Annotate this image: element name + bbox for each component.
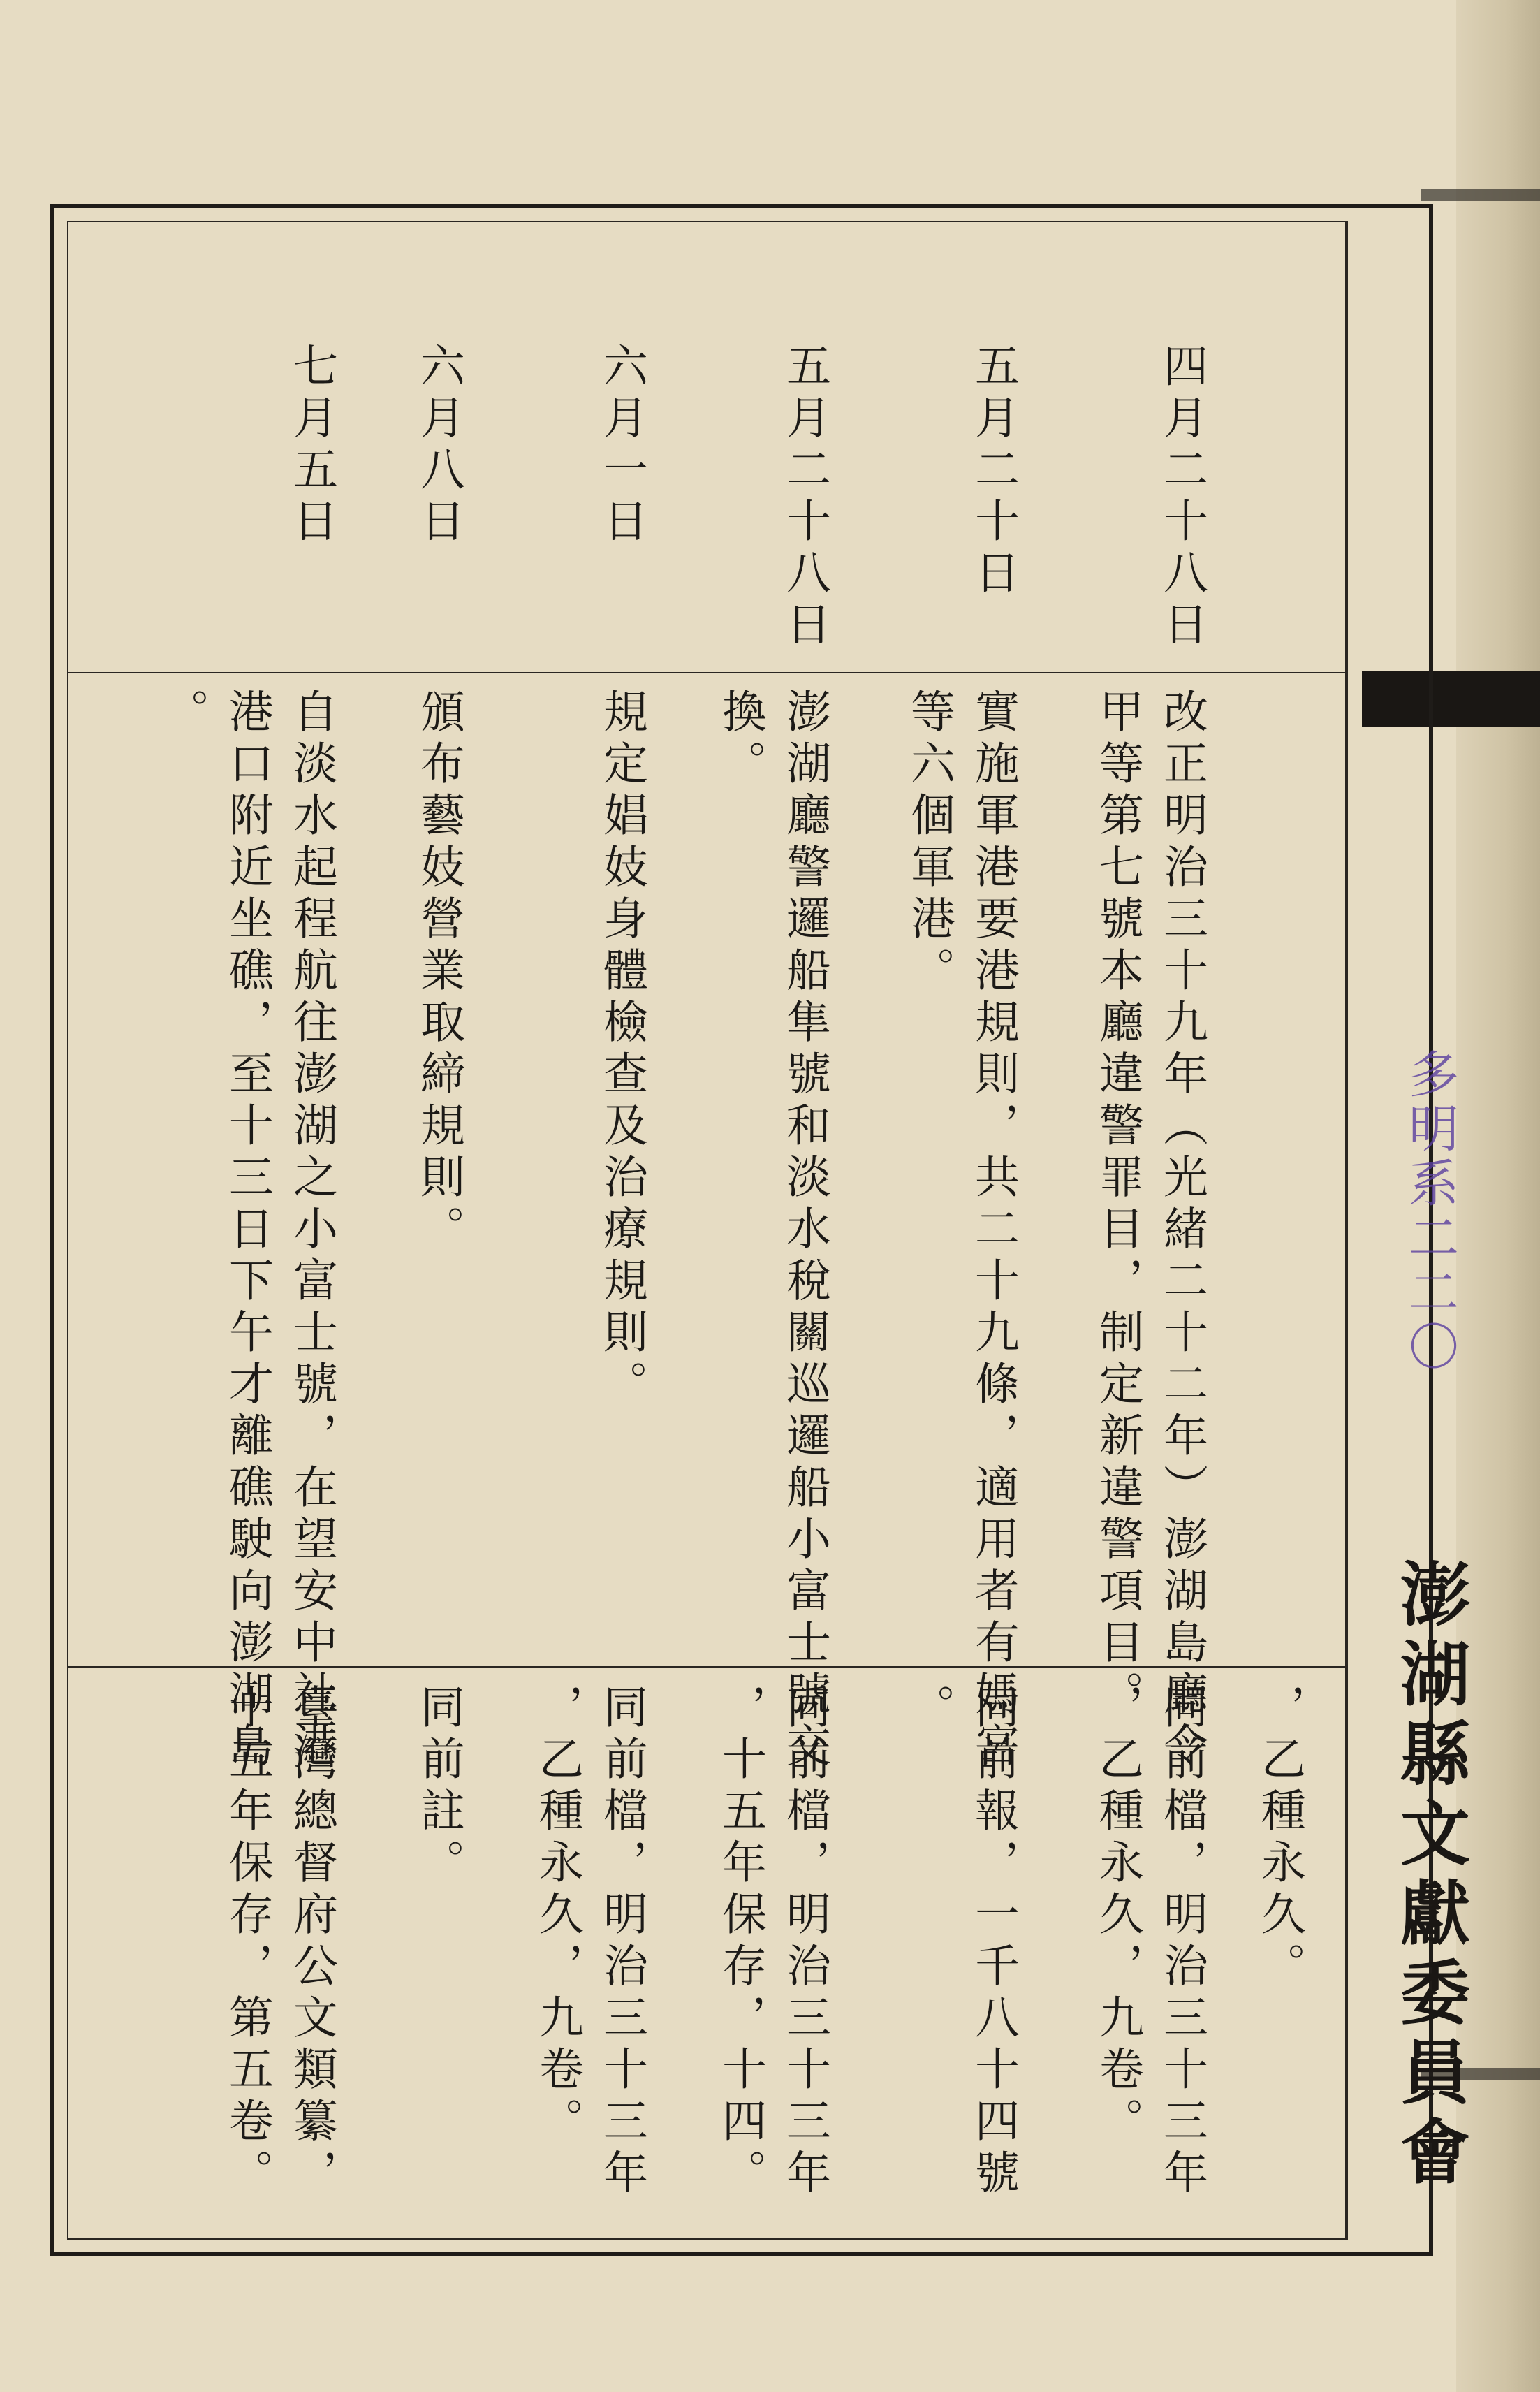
entry-content-line: 實施軍港要港規則，共二十九條，適用者有媽宮 bbox=[967, 688, 1019, 1774]
entry-source-line: ，乙種永久，九卷。 bbox=[531, 1684, 583, 2149]
header-rule bbox=[1347, 221, 1348, 2240]
entry-content-line: 。 bbox=[157, 688, 209, 740]
carryover-source: ，乙種永久。 bbox=[1254, 1684, 1305, 1994]
entry-source-line: 同前檔，明治三十三年 bbox=[1156, 1684, 1208, 2201]
edge-mark bbox=[1421, 189, 1540, 201]
entry-date: 四月二十八日 bbox=[1156, 342, 1208, 652]
entry-source-line: 同前註。 bbox=[413, 1684, 464, 1890]
entry-source-line: 同前檔，明治三十三年 bbox=[779, 1684, 830, 2201]
entry-content-line: 規定娼妓身體檢查及治療規則。 bbox=[596, 688, 647, 1412]
entry-content-line: 等六個軍港。 bbox=[903, 688, 955, 998]
ink-stamp: 多明系二二〇 bbox=[1400, 1048, 1459, 1375]
entry-content-line: 改正明治三十九年（光緒二十二年）澎湖島廳令 bbox=[1156, 688, 1208, 1774]
entry-date: 五月二十八日 bbox=[779, 342, 830, 652]
entry-source-line: ，乙種永久，九卷。 bbox=[1092, 1684, 1143, 2149]
date-content-divider bbox=[67, 672, 1347, 673]
entry-source-line: 十五年保存，第五卷。 bbox=[221, 1684, 273, 2201]
entry-content-line: 港口附近坐礁，至十三日下午才離礁駛向澎湖島 bbox=[221, 688, 273, 1774]
entry-source-line: 同前報，一千八十四號 bbox=[967, 1684, 1019, 2201]
entry-content-line: 頒布藝妓營業取締規則。 bbox=[413, 688, 464, 1257]
entry-date: 五月二十日 bbox=[967, 342, 1019, 601]
entry-content-line: 換。 bbox=[714, 688, 766, 792]
entry-source-line: 同前檔，明治三十三年 bbox=[596, 1684, 647, 2201]
entry-content-line: 自淡水起程航往澎湖之小富士號，在望安中社港 bbox=[286, 688, 337, 1774]
entry-source-line: 。 bbox=[903, 1684, 955, 1735]
entry-date: 七月五日 bbox=[286, 342, 337, 549]
entry-content-line: 甲等第七號本廳違警罪目，制定新違警項目。 bbox=[1092, 688, 1143, 1722]
entry-date: 六月八日 bbox=[413, 342, 464, 549]
entry-source-line: ，十五年保存，十四。 bbox=[714, 1684, 766, 2201]
entry-date: 六月一日 bbox=[596, 342, 647, 549]
entry-content-line: 澎湖廳警邏船隼號和淡水稅關巡邏船小富士號交 bbox=[779, 688, 830, 1774]
publisher-title: 澎湖縣文獻委員會 bbox=[1388, 1558, 1471, 2195]
entry-source-line: 臺灣總督府公文類纂， bbox=[286, 1684, 337, 2201]
